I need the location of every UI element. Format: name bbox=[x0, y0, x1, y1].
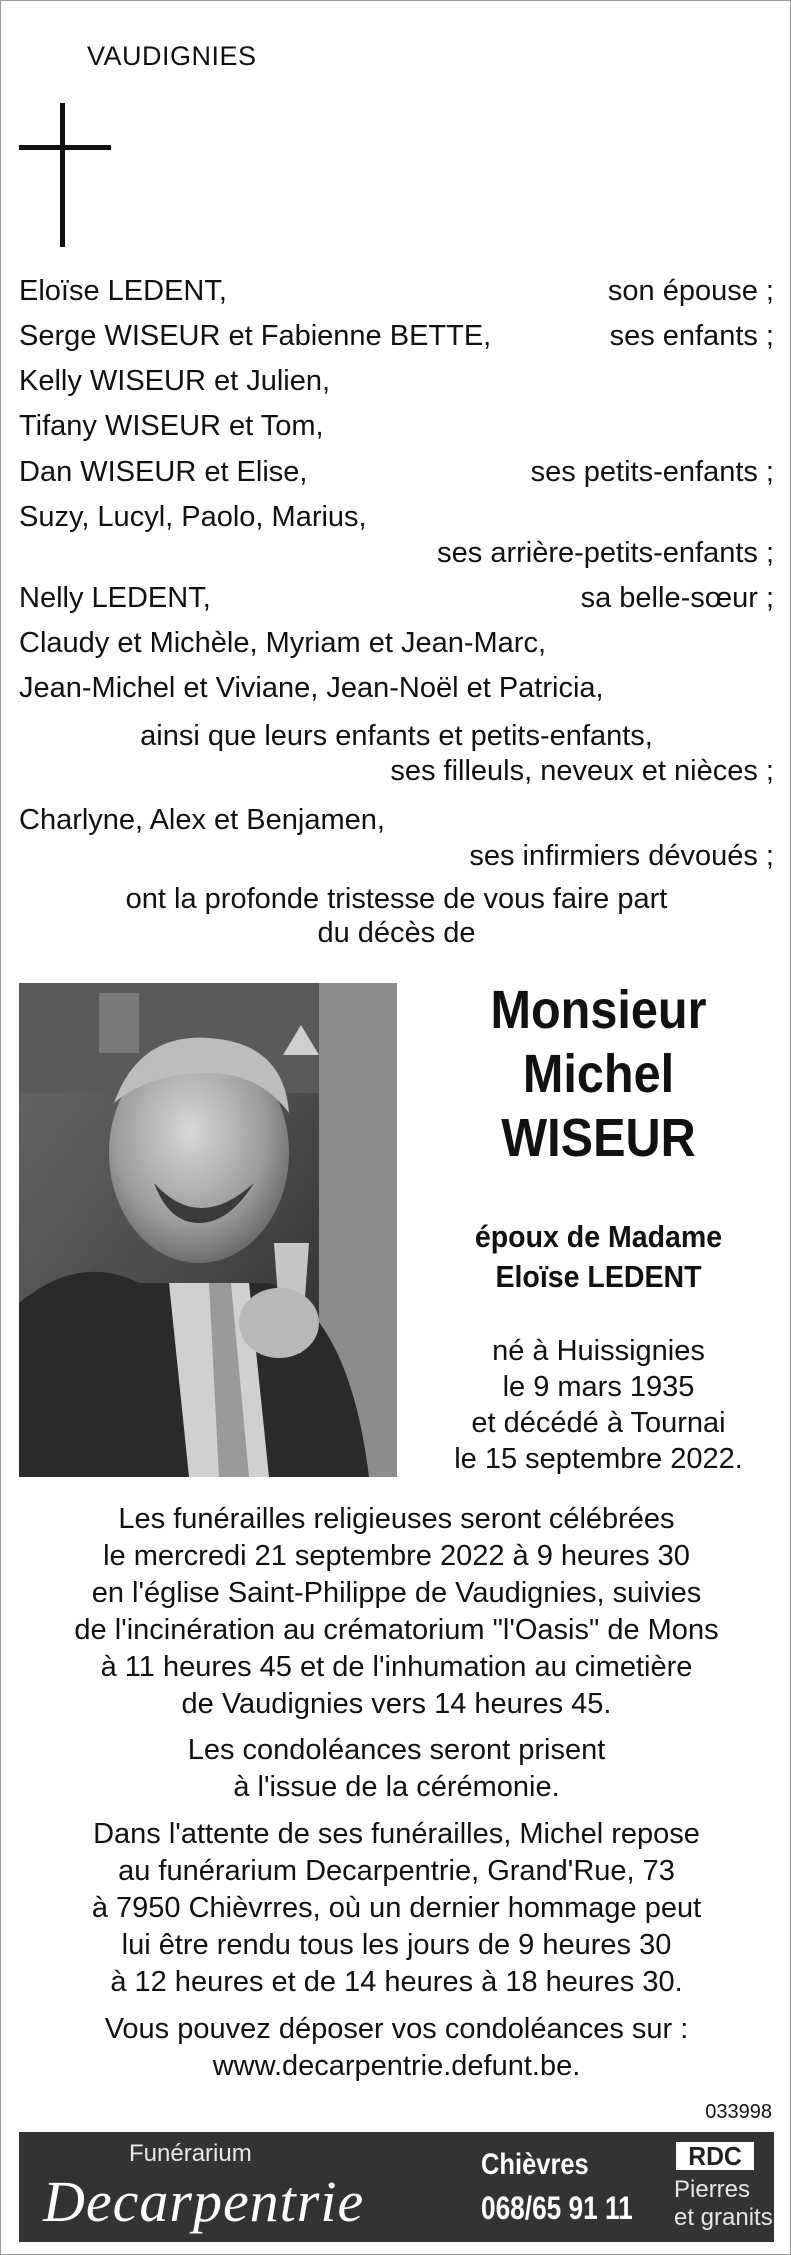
repose-line: au funérarium Decarpentrie, Grand'Rue, 73 bbox=[118, 1855, 675, 1887]
funeral-line: Les funérailles religieuses seront célébrées bbox=[118, 1503, 675, 1535]
locality-heading: VAUDIGNIES bbox=[87, 41, 257, 71]
funeral-line: de Vaudignies vers 14 heures 45. bbox=[181, 1688, 612, 1720]
online-condolences-url: www.decarpentrie.defunt.be. bbox=[212, 2050, 581, 2082]
family-line: Charlyne, Alex et Benjamen, bbox=[19, 804, 385, 836]
phone-number: 068/65 91 11 bbox=[481, 2190, 633, 2226]
deceased-title: Monsieur bbox=[490, 980, 707, 1040]
granits-label: et granits bbox=[674, 2204, 773, 2231]
family-line: Nelly LEDENT, sa belle-sœur ; bbox=[19, 582, 774, 614]
announce-line: du décès de bbox=[317, 917, 476, 949]
family-line: Kelly WISEUR et Julien, bbox=[19, 365, 331, 397]
rdc-badge: RDC bbox=[676, 2142, 754, 2170]
funeral-line: de l'incinération au crématorium "l'Oasis" de Mons bbox=[74, 1614, 719, 1646]
bio-line: le 9 mars 1935 bbox=[502, 1371, 695, 1403]
online-condolences-line: Vous pouvez déposer vos condoléances sur : bbox=[104, 2013, 689, 2045]
family-line: Eloïse LEDENT, son épouse ; bbox=[19, 275, 774, 307]
family-line: Dan WISEUR et Elise, ses petits-enfants ; bbox=[19, 456, 774, 488]
deceased-first-name: Michel bbox=[522, 1044, 675, 1104]
reference-number: 033998 bbox=[705, 2101, 772, 2123]
bio-line: le 15 septembre 2022. bbox=[454, 1443, 743, 1475]
repose-line: à 12 heures et de 14 heures à 18 heures 30. bbox=[110, 1966, 683, 1998]
family-line: Jean-Michel et Viviane, Jean-Noël et Patricia, bbox=[19, 672, 604, 704]
deceased-photo bbox=[19, 983, 397, 1477]
funerarium-label: Funérarium bbox=[129, 2140, 252, 2167]
family-line: Claudy et Michèle, Myriam et Jean-Marc, bbox=[19, 627, 546, 659]
announce-line: ont la profonde tristesse de vous faire part bbox=[125, 883, 668, 915]
brand-logo-text: Decarpentrie bbox=[43, 2169, 365, 2234]
funeral-line: à 11 heures 45 et de l'inhumation au cimetière bbox=[100, 1651, 693, 1683]
funeral-line: le mercredi 21 septembre 2022 à 9 heures 30 bbox=[103, 1540, 690, 1572]
spouse-line: époux de Madame bbox=[474, 1219, 723, 1254]
repose-line: lui être rendu tous les jours de 9 heures 30 bbox=[121, 1929, 672, 1961]
pierres-label: Pierres bbox=[674, 2176, 751, 2203]
deceased-last-name: WISEUR bbox=[501, 1108, 696, 1168]
funeral-line: en l'église Saint-Philippe de Vaudignies, suivies bbox=[91, 1577, 702, 1609]
obituary-notice: VAUDIGNIES Eloïse LEDENT, son épouse ; Serge WISEUR et Fabienne BETTE, ses enfants ; Kelly WISEUR et Julien, Tifany WISEUR et Tom, Dan WISEUR et Elise, ses petits-enfants ; Suzy, Lucyl, Paolo, Marius, ses arrière-petits-enfants ; Nelly LEDENT, sa belle-sœur ; Claudy et Michèle, Myriam et Jean-Marc, Jean-Michel et Viviane, Jean-Noël et Patricia, ainsi que leurs enfants et petits-enfants, ses filleuls, neveux et nièces ; Charlyne, Alex et Benjamen, ses infirmiers dévoués ; ont la profonde tristesse de vous faire part du décès de Monsieur Michel WISEUR époux de Madame Eloïse LEDENT né à Huissignies le 9 mars 1935 et décédé à Tournai le 15 septembre 2022. Les funérailles religieuses seront célébrées le mercredi 21 septembre 2022 à 9 heures 30 en l'église Saint-Philippe de Vaudignies, suivies de l'incinération au crématorium "l'Oasis" de Mons à 11 heures 45 et de l'inhumation au cimetière de Vaudignies vers 14 heures 45. Les condoléances seront prisent à l'issue de la cérémonie. Dans l'attente de ses funérailles, Michel repose au funérarium Decarpentrie, Grand'Rue, 73 à 7950 Chièvrres, où un dernier hommage peut lui être rendu tous les jours de 9 heures 30 à 12 heures et de 14 heures à 18 heures 30. Vous pouvez déposer vos condoléances sur : www.decarpentrie.defunt.be. 033998 Funérarium Decarpentrie Chièvres 068/65 91 11 RDC Pierres et granits bbox=[0, 0, 791, 2255]
family-line: Suzy, Lucyl, Paolo, Marius, bbox=[19, 501, 367, 533]
family-line: Tifany WISEUR et Tom, bbox=[19, 410, 324, 442]
bio-line: et décédé à Tournai bbox=[471, 1407, 726, 1439]
condolences-line: à l'issue de la cérémonie. bbox=[233, 1771, 560, 1803]
family-line: Serge WISEUR et Fabienne BETTE, ses enfants ; bbox=[19, 320, 774, 352]
funeral-home-banner bbox=[19, 2132, 774, 2242]
cross-icon bbox=[19, 103, 111, 247]
spouse-line: Eloïse LEDENT bbox=[495, 1259, 702, 1294]
condolences-line: Les condoléances seront prisent bbox=[187, 1734, 606, 1766]
repose-line: Dans l'attente de ses funérailles, Michel repose bbox=[93, 1818, 700, 1850]
repose-line: à 7950 Chièvrres, où un dernier hommage peut bbox=[91, 1892, 702, 1924]
city-label: Chièvres bbox=[481, 2148, 589, 2181]
bio-line: né à Huissignies bbox=[492, 1335, 705, 1367]
